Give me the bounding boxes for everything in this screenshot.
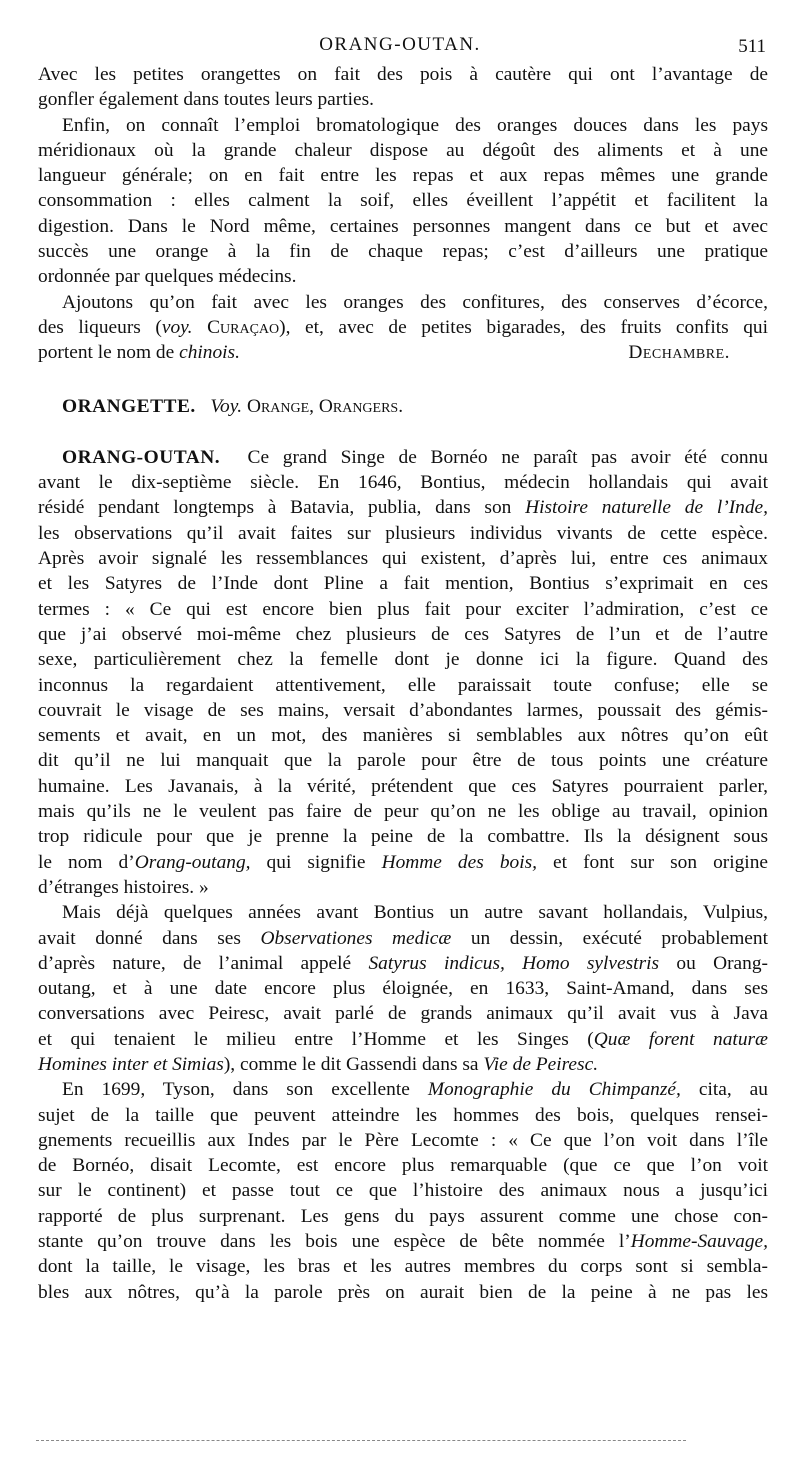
text-line: et les Satyres de l’Inde dont Pline a fait mention, Bontius s’exprimait en ces xyxy=(38,573,768,595)
text-line xyxy=(38,1077,768,1102)
text-line: succès une orange à la fin de chaque repas; c’est d’ailleurs une pratique xyxy=(38,241,768,263)
text-line xyxy=(38,340,768,365)
italic-text: Voy. xyxy=(210,395,243,417)
text-run: d’après nature, de l’animal appelé xyxy=(38,952,369,974)
cross-reference: Orange, Orangers. xyxy=(246,395,404,417)
italic-text: Quæ forent naturæ xyxy=(593,1028,768,1050)
text-line xyxy=(38,850,768,875)
text-run: avait donné dans ses xyxy=(38,927,261,949)
italic-text: voy. xyxy=(161,316,193,338)
text-line: mais qu’ils ne le veulent pas faire de peur qu’on ne les oblige au travail, opinion xyxy=(38,801,768,823)
text-line: gonfler également dans toutes leurs parties. xyxy=(38,89,374,111)
entry-headword: ORANGETTE. xyxy=(62,395,196,417)
text-line: sements et avait, en un mot, des manières si semblables aux nôtres qu’on eût xyxy=(38,725,768,747)
text-line xyxy=(38,926,768,951)
italic-text: Histoire naturelle de l’Inde, xyxy=(525,497,768,519)
text-line: termes : « Ce qui est encore bien plus fait pour exciter l’admiration, c’est ce xyxy=(38,598,768,620)
italic-text: Homme des bois, xyxy=(381,851,537,873)
text-line: consommation : elles calment la soif, elles éveillent l’appétit et facilitent la xyxy=(38,190,768,212)
italic-text: Monographie du Chimpanzé, xyxy=(427,1079,681,1101)
small-caps-text: Curaçao xyxy=(207,316,280,338)
footer-rule xyxy=(36,1440,686,1441)
text-line: de Bornéo, disait Lecomte, est encore plus remarquable (que ce que l’on voit xyxy=(38,1155,768,1177)
entry-orangette xyxy=(38,394,768,419)
text-run: ou Orang- xyxy=(659,952,768,974)
text-run: le nom d’ xyxy=(38,851,135,873)
text-line: sur le continent) et passe tout ce que l’histoire des animaux nous a jusqu’ici xyxy=(38,1180,768,1202)
text-line: que j’ai observé moi-même chez plusieurs de ces Satyres de l’un et de l’autre xyxy=(38,623,768,645)
text-run: et font sur son origine xyxy=(537,851,768,873)
text-line xyxy=(38,1229,768,1254)
text-line xyxy=(38,1027,768,1052)
italic-text: Satyrus indicus, Homo sylvestris xyxy=(368,952,660,974)
text-run: En 1699, Tyson, dans son excellente xyxy=(62,1079,428,1101)
text-run: et qui tenaient le milieu entre l’Homme et les Singes ( xyxy=(38,1028,594,1050)
text-run: ), et, avec de petites bigarades, des fruits confits qui xyxy=(279,316,768,338)
text-line: Mais déjà quelques années avant Bontius un autre savant hollandais, Vulpius, xyxy=(62,902,768,924)
text-line xyxy=(38,495,768,520)
text-line: sexe, particulièrement chez la femelle dont je donne ici la figure. Quand des xyxy=(38,649,768,671)
text-line: outang, et à une date encore plus éloignée, en 1633, Saint-Amand, dans ses xyxy=(38,978,768,1000)
text-line: avant le dix-septième siècle. En 1646, Bontius, médecin hollandais qui avait xyxy=(38,472,768,494)
text-line: Ajoutons qu’on fait avec les oranges des confitures, des conserves d’écorce, xyxy=(62,291,768,313)
text-line: gnements recueillis aux Indes par le Père Lecomte : « Ce que l’on voit dans l’île xyxy=(38,1129,768,1151)
page-body xyxy=(38,62,768,1305)
text-line: trop ridicule pour que je prenne la peine de la combattre. Ils la désignent sous xyxy=(38,826,768,848)
text-line: dit qu’il ne lui manquait que la parole pour être de tous points une créature xyxy=(38,750,768,772)
text-line: couvrait le visage de ses mains, versait d’abondantes larmes, poussait des gémis- xyxy=(38,699,768,721)
text-line: inconnus la regardaient attentivement, elle paraissait toute confuse; elle se xyxy=(38,674,768,696)
italic-text: Homme-Sauvage, xyxy=(630,1231,768,1253)
italic-text: Homines inter et Simias xyxy=(38,1053,224,1075)
text-line: conversations avec Peiresc, avait parlé de grands animaux qu’il avait vus à Java xyxy=(38,1003,768,1025)
text-line: langueur générale; on en fait entre les repas et aux repas mêmes une grande xyxy=(38,165,768,187)
text-run: des liqueurs ( xyxy=(38,316,162,338)
entry-headword: ORANG-OUTAN. xyxy=(62,446,221,468)
text-line xyxy=(38,315,768,340)
text-line: Enfin, on connaît l’emploi bromatologique des oranges douces dans les pays xyxy=(62,114,768,136)
text-run: stante qu’on trouve dans les bois une espèce de bête nommée l’ xyxy=(38,1231,631,1253)
text-line: Avec les petites orangettes on fait des pois à cautère qui ont l’avantage de xyxy=(38,64,768,85)
text-line xyxy=(38,951,768,976)
text-run: ), comme le dit Gassendi dans sa xyxy=(223,1053,484,1075)
text-run: qui signifie xyxy=(250,851,382,873)
text-run: Ce grand Singe de Bornéo ne paraît pas avoir été connu xyxy=(247,446,769,468)
text-line: Après avoir signalé les ressemblances qui existent, d’après lui, entre ces animaux xyxy=(38,548,768,570)
italic-text: chinois. xyxy=(179,342,240,364)
author-signature: Dechambre. xyxy=(628,342,730,364)
text-run: un dessin, exécuté probablement xyxy=(451,927,768,949)
text-line xyxy=(38,445,768,470)
text-line: bles aux nôtres, qu’à la parole près on aurait bien de la peine à ne pas les xyxy=(38,1281,768,1303)
text-line: digestion. Dans le Nord même, certaines personnes mangent dans ce but et avec xyxy=(38,215,768,237)
text-line: dont la taille, le visage, les bras et les autres membres du corps sont si sembla- xyxy=(38,1256,768,1278)
running-title: ORANG-OUTAN. xyxy=(319,34,481,55)
text-run: résidé pendant longtemps à Batavia, publia, dans son xyxy=(38,497,526,519)
text-line xyxy=(38,1052,768,1077)
text-line: les observations qu’il avait faites sur plusieurs individus vivants de cette espèce. xyxy=(38,522,768,544)
text-line: d’étranges histoires. » xyxy=(38,876,209,898)
text-run: cita, au xyxy=(680,1079,768,1101)
text-line: rapporté de plus surprenant. Les gens du pays assurent comme une chose con- xyxy=(38,1205,768,1227)
text-line: humaine. Les Javanais, à la vérité, prétendent que ces Satyres pourraient parler, xyxy=(38,775,768,797)
page-number: 511 xyxy=(738,36,766,57)
text-run: portent le nom de xyxy=(38,342,180,364)
text-line: méridionaux où la grande chaleur dispose au dégoût des aliments et à une xyxy=(38,139,768,161)
text-line: sujet de la taille que peuvent atteindre les hommes des bois, quelques rensei- xyxy=(38,1104,768,1126)
text-line: ordonnée par quelques médecins. xyxy=(38,266,297,288)
italic-text: Vie de Peiresc. xyxy=(483,1053,599,1075)
italic-text: Observationes medicæ xyxy=(260,927,452,949)
italic-text: Orang-outang, xyxy=(134,851,251,873)
